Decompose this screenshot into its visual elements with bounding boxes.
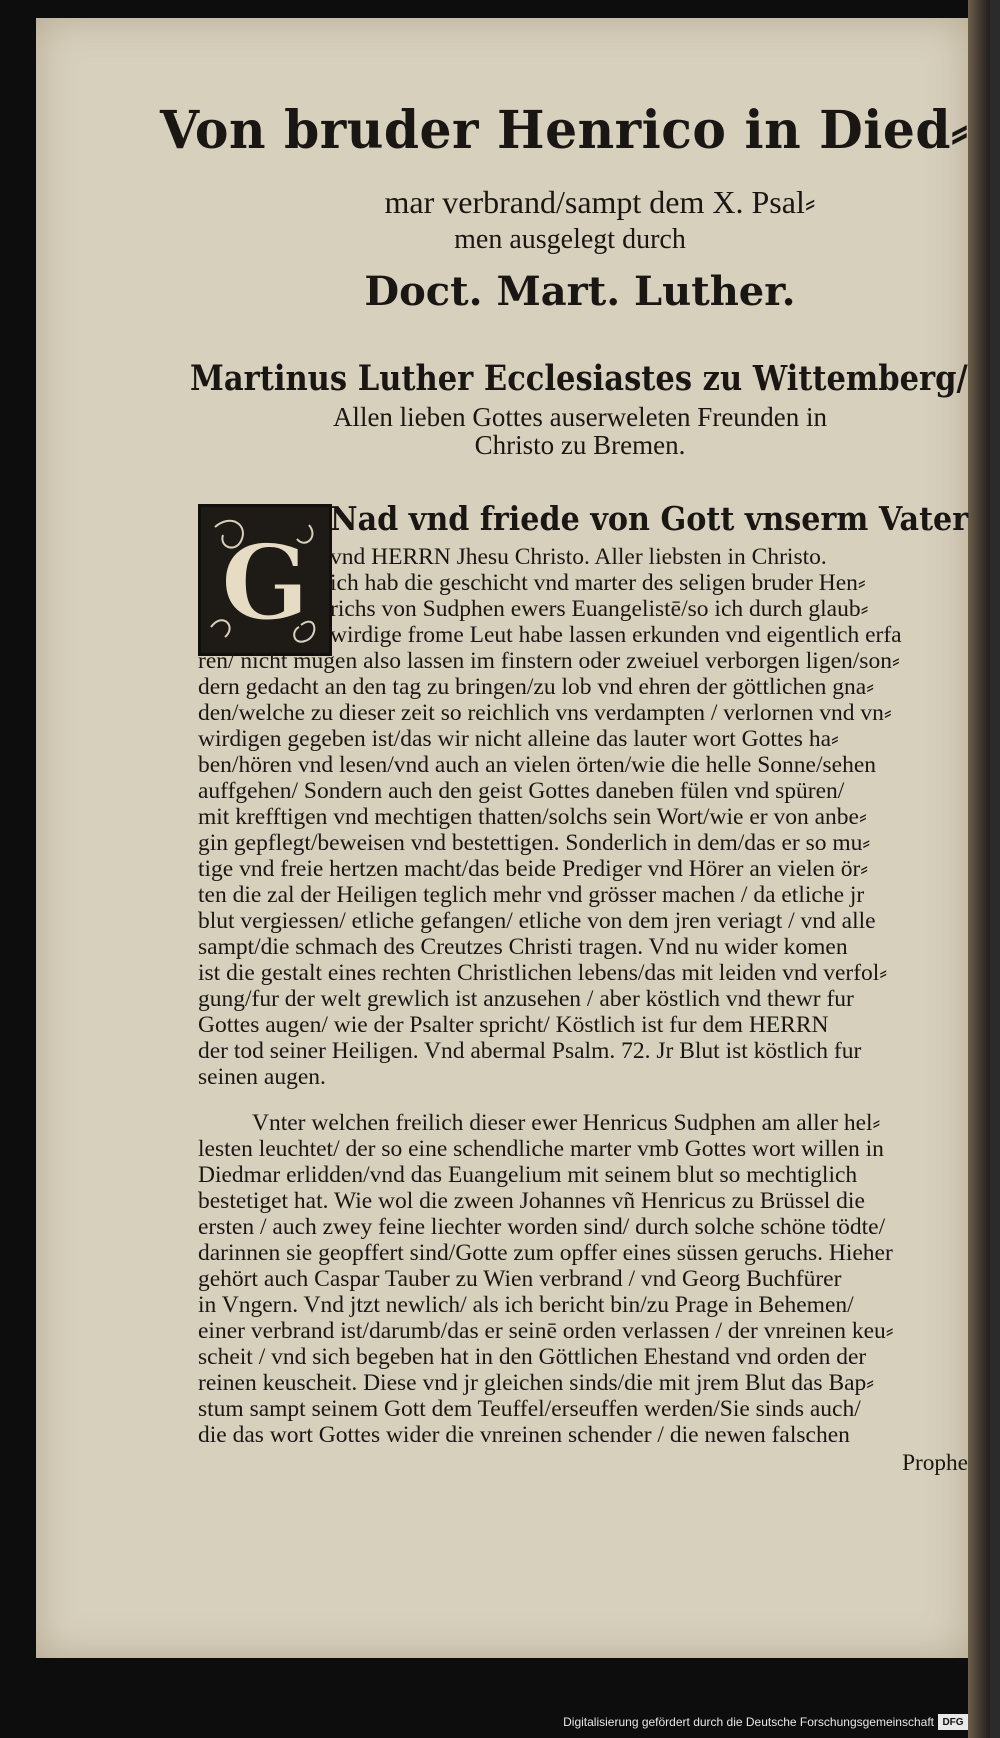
title-line-3: men ausgelegt durch	[454, 224, 686, 255]
text-line: ten die zal der Heiligen teglich mehr vnd grösser machen / da etliche jr	[198, 882, 865, 908]
text-line: reinen keuscheit. Diese vnd jr gleichen sinds/die mit jrem Blut das Bap⸗	[198, 1370, 875, 1396]
text-line: ersten / auch zwey feine liechter worden sind/ durch solche schöne tödte/	[198, 1214, 886, 1240]
title-author: Doct. Mart. Luther.	[364, 268, 796, 315]
text-line: gehört auch Caspar Tauber zu Wien verbrand / vnd Georg Buchfürer	[198, 1266, 842, 1292]
text-line: Vnter welchen freilich dieser ewer Henricus Sudphen am aller hel⸗	[252, 1110, 881, 1136]
text-line: ist die gestalt eines rechten Christlichen lebens/das mit leiden vnd verfol⸗	[198, 960, 888, 986]
letter-heading-2: Allen lieben Gottes auserweleten Freunden in	[332, 402, 828, 432]
decorated-initial-icon	[198, 504, 332, 656]
text-line: gung/fur der welt grewlich ist anzusehen / aber köstlich vnd thewr fur	[198, 986, 854, 1012]
initial-letter: G	[220, 521, 310, 644]
text-line: Nad vnd friede von Gott vnserm Vater	[330, 499, 969, 538]
text-line: auffgehen/ Sondern auch den geist Gottes daneben fülen vnd spüren/	[198, 778, 845, 804]
text-line: einer verbrand ist/darumb/das er seinē orden verlassen / der vnreinen keu⸗	[198, 1318, 894, 1344]
text-line: ben/hören vnd lesen/vnd auch an vielen örten/wie die helle Sonne/sehen	[198, 752, 877, 778]
dfg-logo-icon: DFG	[938, 1714, 968, 1730]
text-line: mit krefftigen vnd mechtigen thatten/solchs sein Wort/wie er von anbe⸗	[198, 804, 867, 830]
scan-edge	[990, 0, 1000, 1738]
text-line: scheit / vnd sich begeben hat in den Göttlichen Ehestand vnd orden der	[198, 1344, 867, 1370]
text-line: darinnen sie geopffert sind/Gotte zum opffer eines süssen geruchs. Hieher	[198, 1240, 893, 1266]
catchword: Prophe	[902, 1450, 968, 1476]
text-line: seinen augen.	[198, 1064, 326, 1090]
text-line: tige vnd freie hertzen macht/das beide Prediger vnd Hörer an vielen ör⸗	[198, 856, 869, 882]
text-line: blut vergiessen/ etliche gefangen/ etliche von dem jren veriagt / vnd alle	[198, 908, 876, 934]
text-line: richs von Sudphen ewers Euangelistē/so ich durch glaub⸗	[330, 596, 869, 622]
text-line: Gottes augen/ wie der Psalter spricht/ Köstlich ist fur dem HERRN	[198, 1012, 829, 1038]
text-line: die das wort Gottes wider die vnreinen schender / die newen falschen	[198, 1422, 850, 1448]
text-line: wirdige frome Leut habe lassen erkunden vnd eigentlich erfa	[330, 622, 902, 648]
text-line: ren/ nicht mügen also lassen im finstern oder zweiuel verborgen ligen/son⸗	[198, 648, 900, 674]
footer	[560, 1712, 968, 1732]
text-line: stum sampt seinem Gott dem Teuffel/erseuffen werden/Sie sinds auch/	[198, 1396, 861, 1422]
text-line: dern gedacht an den tag zu bringen/zu lob vnd ehren der göttlichen gna⸗	[198, 674, 875, 700]
letter-heading-1: Martinus Luther Ecclesiastes zu Wittemberg/	[190, 358, 968, 399]
text-line: der tod seiner Heiligen. Vnd abermal Psalm. 72. Jr Blut ist köstlich fur	[198, 1038, 862, 1064]
text-line: vnd HERRN Jhesu Christo. Aller liebsten in Christo.	[330, 544, 827, 570]
text-line: ich hab die geschicht vnd marter des seligen bruder Hen⸗	[330, 570, 866, 596]
text-line: wirdigen gegeben ist/das wir nicht alleine das lauter wort Gottes ha⸗	[198, 726, 839, 752]
text-line: lesten leuchtet/ der so eine schendliche marter vmb Gottes wort willen in	[198, 1136, 884, 1162]
text-line: in Vngern. Vnd jtzt newlich/ als ich bericht bin/zu Prage in Behemen/	[198, 1292, 854, 1318]
text-line: gin gepflegt/beweisen vnd bestettigen. Sonderlich in dem/das er so mu⸗	[198, 830, 871, 856]
title-line-2: mar verbrand/sampt dem X. Psal⸗	[384, 184, 816, 220]
letter-heading-3: Christo zu Bremen.	[474, 430, 686, 460]
footer-text: Digitalisierung gefördert durch die Deutsche Forschungsgemeinschaft	[563, 1715, 934, 1729]
text-line: den/welche zu dieser zeit so reichlich vns verdampten / verlornen vnd vn⸗	[198, 700, 892, 726]
title-line-1: Von bruder Henrico in Died⸗	[160, 100, 969, 161]
text-line: bestetiget hat. Wie wol die zween Johannes vñ Henricus zu Brüssel die	[198, 1188, 865, 1214]
text-line: Diedmar erlidden/vnd das Euangelium mit seinem blut so mechtiglich	[198, 1162, 858, 1188]
text-line: sampt/die schmach des Creutzes Christi tragen. Vnd nu wider komen	[198, 934, 848, 960]
